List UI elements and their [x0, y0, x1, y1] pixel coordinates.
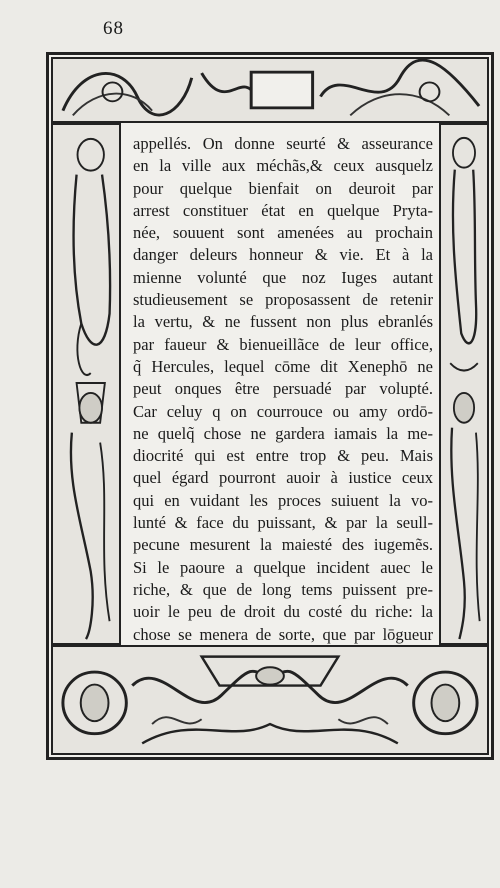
text-line: lunté & face du puissant, & par la seull-: [133, 513, 433, 533]
text-line: pecune mesurent la maiesté des iugemẽs.: [133, 535, 433, 555]
text-line: mienne volunté que noz Iuges autant: [133, 267, 433, 287]
text-line: née, souuent sont amenées au prochain: [133, 223, 433, 243]
top-ornament-band: [51, 57, 489, 123]
text-line: ne quelq̃ chose ne gardera iamais la me-: [133, 423, 433, 443]
left-ornament-column: [51, 123, 121, 645]
text-line: diocrité qui est entre trop & peu. Mais: [133, 446, 433, 466]
page-number: 68: [103, 18, 124, 39]
text-line: chose se menera de sorte, que par lōgueur: [133, 624, 433, 644]
text-line: en la ville aux méchãs,& ceux ausquelz: [133, 156, 433, 176]
text-line: qui en vuidant les proces suiuent la vo-: [133, 490, 433, 510]
text-line: danger deleurs honneur & vie. Et à la: [133, 245, 433, 265]
medallion-faces-icon: [53, 647, 487, 753]
text-line: peut onques être persuadé par volupté.: [133, 379, 433, 399]
text-line: arrest constituer état en quelque Pryta-: [133, 200, 433, 220]
woodcut-border-frame: [46, 52, 494, 760]
scroll-ornament-icon: [53, 59, 487, 121]
body-text: [125, 123, 437, 643]
right-ornament-column: [439, 123, 489, 645]
text-line: appellés. On donne seurté & asseurance: [133, 134, 433, 153]
grotesque-figure-icon: [53, 125, 119, 643]
satyr-figure-icon: [441, 125, 487, 643]
text-line: pour quelque bienfait on deuroit par: [133, 178, 433, 198]
text-line: studieusement se proposassent de retenir: [133, 290, 433, 310]
text-line: Si le paoure a quelque incident auec le: [133, 557, 433, 577]
bottom-ornament-band: [51, 645, 489, 755]
text-line: par faueur & bienueillãce de leur office,: [133, 334, 433, 354]
text-line: riche, & que de long tems puissent pre-: [133, 579, 433, 599]
text-line: q̃ Hercules, lequel cōme dit Xenephō ne: [133, 356, 433, 376]
text-line: Car celuy q on courrouce ou amy ordō-: [133, 401, 433, 421]
text-line: la vertu, & ne fussent non plus ebranlés: [133, 312, 433, 332]
text-line: uoir le peu de droit du costé du riche: la: [133, 602, 433, 622]
text-line: quel égard pourront auoir à iustice ceux: [133, 468, 433, 488]
